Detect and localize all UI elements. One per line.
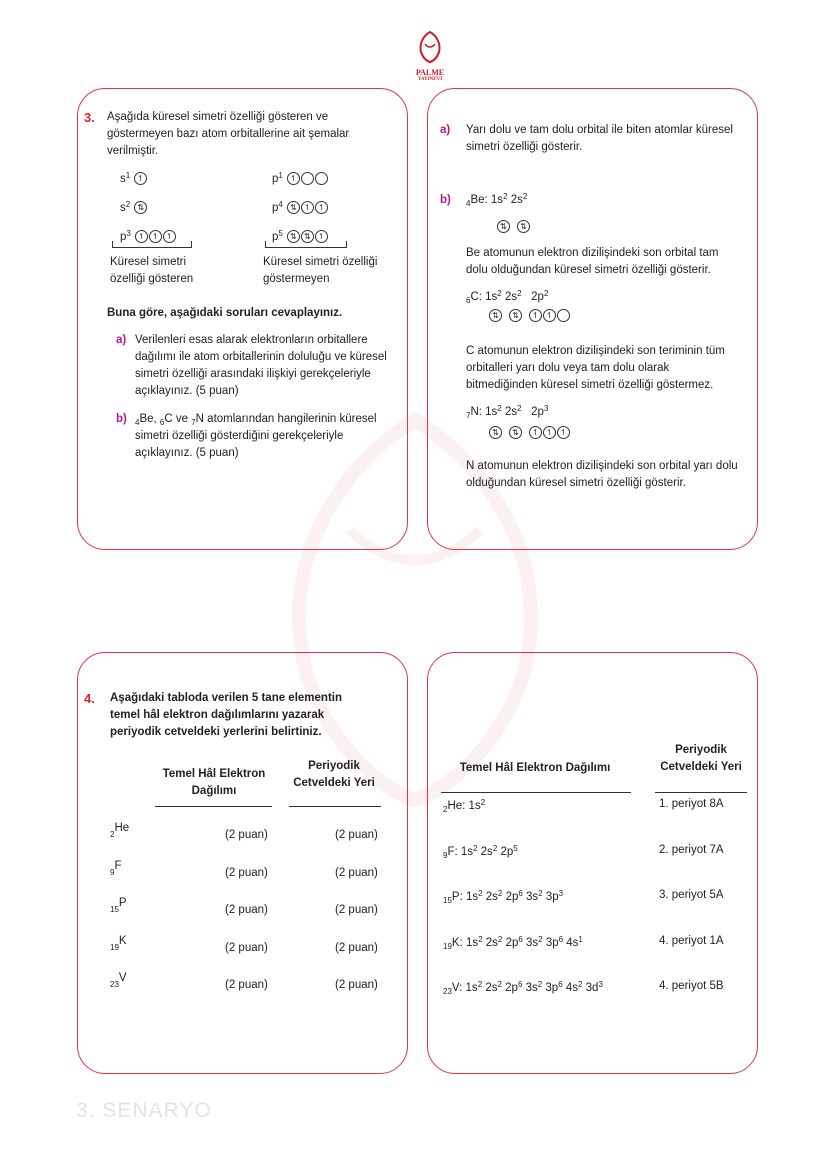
- be-orbitals: ⇅ ⇅: [493, 219, 531, 236]
- a3-a-label: a): [440, 124, 451, 136]
- question-3-intro: Aşağıda küresel simetri özelliği gösteren ve göstermeyen bazı atom orbitallerine ait şemalar verilmiştir.: [107, 111, 350, 157]
- orbital-p1: $p^1$ ↿: [272, 171, 329, 188]
- q4-cell-config[interactable]: (2 puan): [225, 866, 268, 879]
- a4-config: $_{15}$P: $1s^2$ $2s^2$ $2p^6$ $3s^2$ $3p^3$: [443, 889, 564, 905]
- orbital-s1: $s^1$ ↿: [120, 171, 148, 188]
- phoenix-icon: [415, 30, 445, 64]
- a4-col2-rule: [655, 792, 747, 793]
- question-4-number: 4.: [84, 691, 95, 706]
- a4-position: 1. periyot 8A: [659, 798, 724, 810]
- label-symmetric: Küresel simetri özelliği gösteren: [110, 256, 194, 285]
- question-4-intro: Aşağıdaki tabloda verilen 5 tane elementin temel hâl elektron dağılımlarını yazarak periyodik cetveldeki yerlerini belirtiniz.: [110, 692, 342, 738]
- a4-col1-rule: [441, 792, 631, 793]
- q4-cell-position[interactable]: (2 puan): [335, 979, 378, 991]
- bracket-left: [112, 241, 192, 248]
- q4-cell-position[interactable]: (2 puan): [335, 904, 378, 916]
- a4-position: 4. periyot 1A: [659, 934, 724, 947]
- logo-brand: PALME: [415, 68, 445, 77]
- a4-config: $_2$He: $1s^2$: [443, 798, 486, 814]
- q4-element: $_2$He: [110, 822, 130, 839]
- q4-element: $_{19}$K: [110, 934, 127, 952]
- orbital-p4: $p^4$ ⇅ ↿ ↿: [272, 200, 329, 217]
- q4-cell-config[interactable]: (2 puan): [225, 904, 268, 916]
- a4-col2-header: Periyodik Cetveldeki Yeri: [660, 744, 742, 773]
- c-config: $_6$C: $1s^2$ $2s^2$ $2p^2$: [466, 289, 549, 305]
- q4-cell-config[interactable]: (2 puan): [225, 829, 268, 841]
- question-3-number: 3.: [84, 110, 95, 125]
- n-orbitals: ⇅ ⇅ ↿ ↿ ↿: [485, 425, 571, 442]
- a4-col1-header: Temel Hâl Elektron Dağılımı: [459, 762, 611, 774]
- logo-sub: YAYINEVİ: [417, 77, 443, 82]
- orbital-s2: $s^2$ ⇅: [120, 200, 148, 217]
- n-config: $_7$N: $1s^2$ $2s^2$ $2p^3$: [466, 404, 549, 420]
- q4-cell-position[interactable]: (2 puan): [335, 941, 378, 954]
- answer-4-box: [427, 652, 758, 1074]
- c-text: C atomunun elektron dizilişindeki son teriminin tüm orbitalleri yarı dolu veya tam dolu olarak bitmediğinden küresel simetri özelliği göstermez.: [466, 345, 725, 391]
- bracket-right: [265, 241, 347, 248]
- be-config: $_4$Be: $1s^2$ $2s^2$: [466, 192, 528, 208]
- q3-a-label: a): [116, 334, 127, 346]
- q4-element: $_{23}$V: [110, 972, 127, 989]
- q4-element: $_{15}$P: [110, 897, 127, 914]
- a4-config: $_9$F: $1s^2$ $2s^2$ $2p^5$: [443, 843, 518, 860]
- a4-position: 3. periyot 5A: [659, 889, 724, 901]
- a4-position: 4. periyot 5B: [659, 980, 724, 992]
- q4-col2-rule: [289, 806, 381, 807]
- n-text: N atomunun elektron dizilişindeki son orbital yarı dolu olduğundan küresel simetri özelliği gösterir.: [466, 460, 738, 489]
- a4-position: 2. periyot 7A: [659, 843, 724, 856]
- q3-b-text: $_4$Be, $_6$C ve $_7$N atomlarından hangilerinin küresel simetri özelliği gösterdiğini gerekçeleriyle açıklayınız. (5 puan): [135, 413, 377, 459]
- a4-config: $_{19}$K: $1s^2$ $2s^2$ $2p^6$ $3s^2$ $3p^6$ $4s^1$: [443, 934, 583, 951]
- orbital-p3: $p^3$ ↿ ↿ ↿: [120, 229, 177, 246]
- be-text: Be atomunun elektron dizilişindeki son orbital tam dolu olduğundan küresel simetri özelliği gösterir.: [466, 247, 719, 276]
- q4-col1-header: Temel Hâl Elektron Dağılımı: [162, 768, 266, 797]
- orbital-p5: $p^5$ ⇅ ⇅ ↿: [272, 229, 329, 246]
- footer-scenario: 3. SENARYO: [76, 1099, 212, 1122]
- logo: [402, 30, 458, 86]
- q4-element: $_9$F: [110, 859, 122, 877]
- a4-config: $_{23}$V: $1s^2$ $2s^2$ $2p^6$ $3s^2$ $3p^6$ $4s^2$ $3d^3$: [443, 980, 603, 996]
- q4-cell-config[interactable]: (2 puan): [225, 979, 268, 991]
- q4-cell-position[interactable]: (2 puan): [335, 866, 378, 879]
- q3-a-text: Verilenleri esas alarak elektronların orbitallere dağılımı ile atom orbitallerinin doluluğu ve küresel simetri özelliği arasındaki ilişkiyi gerekçeleriyle açıklayınız. (5 puan): [135, 334, 387, 397]
- a3-b-label: b): [440, 194, 451, 206]
- q3-b-label: b): [116, 413, 127, 425]
- q4-col2-header: Periyodik Cetveldeki Yeri: [293, 760, 375, 789]
- label-nonsymmetric: Küresel simetri özelliği göstermeyen: [263, 256, 378, 285]
- instruction: Buna göre, aşağıdaki soruları cevaplayınız.: [107, 307, 343, 319]
- q4-cell-config[interactable]: (2 puan): [225, 941, 268, 954]
- q4-cell-position[interactable]: (2 puan): [335, 829, 378, 841]
- a3-a-text: Yarı dolu ve tam dolu orbital ile biten atomlar küresel simetri özelliği gösterir.: [466, 124, 733, 153]
- c-orbitals: ⇅ ⇅ ↿ ↿: [485, 308, 571, 325]
- q4-col1-rule: [155, 806, 272, 807]
